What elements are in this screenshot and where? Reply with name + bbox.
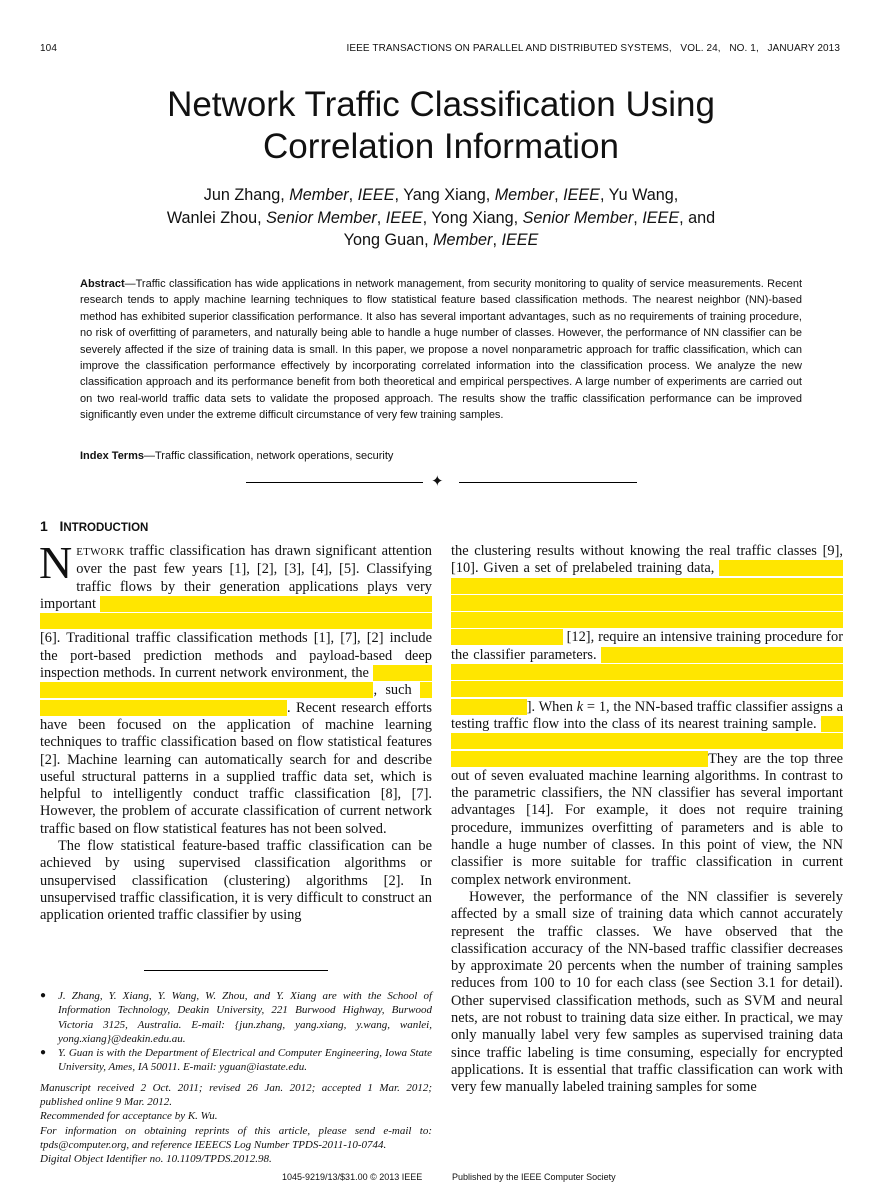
separator: , and bbox=[679, 208, 716, 227]
left-column bbox=[39, 537, 432, 925]
section-number: 1 bbox=[40, 518, 48, 534]
section-title-rest: NTRODUCTION bbox=[63, 522, 149, 534]
highlighted-text: The experimental study in [12] shows that NN-based classifier can achieve high traffic classification accuracy. bbox=[451, 715, 843, 767]
abstract bbox=[80, 276, 802, 424]
highlighted-text: as dynamic ports and encrypted applications bbox=[40, 682, 432, 716]
highlighted-text: the supervised traffic classification can be divided into two categories: parametric classifiers and nonparametric classifiers. Parametric classifiers, such as C4.5 decision tree [11], Bayesian network [11], SVM [12] and neural network bbox=[451, 560, 843, 646]
author-society: IEEE bbox=[357, 186, 395, 204]
author-role: Member bbox=[433, 231, 493, 249]
section-heading bbox=[40, 518, 148, 534]
diamond-star-icon: ✦ bbox=[431, 474, 444, 490]
body-text: . Recent research efforts have been focused on the application of machine learning techniques to traffic classification based on flow statistical features [2]. Machine learning can automatically search for and describe useful structural patterns in a supplied traffic data set, which is helpful to intelligently conduct traffic classification [8], [7]. However, the problem of accurate classification of current network traffic based on flow statistical features has not been solved. bbox=[40, 699, 432, 837]
footnote-rule bbox=[144, 970, 328, 971]
author-name: Yong Xiang, bbox=[431, 208, 523, 227]
journal-running-header: IEEE TRANSACTIONS ON PARALLEL AND DISTRIBUTED SYSTEMS, VOL. 24, NO. 1, JANUARY 2013 bbox=[346, 43, 840, 54]
paragraph: The flow statistical feature-based traffic classification can be achieved by using supervised classification algorithms or unsupervised classification (clustering) algorithms [2]. In unsupervised traffic classification, it is very difficult to construct an application oriented traffic classifier by using bbox=[40, 838, 432, 924]
index-terms-text: —Traffic classification, network operations, security bbox=[144, 450, 394, 462]
paragraph: However, the performance of the NN classifier is severely affected by a small size of training data which cannot accurately represent the traffic classes. We have observed that the classification accuracy of the NN-based traffic classifier decreases by approximate 20 percents when the number of training samples reduces from 100 to 10 for each class (see Section 3.1 for detail). Other supervised classification methods, such as SVM and neural nets, are not robust to training data size either. In practical, we may only manually label very few samples as supervised training data since traffic labeling is time consuming, especially for encrypted applications. It is essential that traffic classification can work with very few manually labeled training samples for some bbox=[451, 888, 843, 1096]
body-text: traffic classification has drawn significant attention over the past few years [1], [2], [3], [4], [5]. Classifying traffic flows by their generation applications plays very important bbox=[40, 543, 432, 612]
body-text: the clustering results without knowing the real traffic classes [9], [10]. Given a set of prelabeled training data, bbox=[451, 543, 843, 577]
separator-rule-left bbox=[246, 482, 423, 483]
author-society: IEEE bbox=[385, 208, 423, 227]
footnote-affiliation bbox=[40, 989, 432, 1046]
body-text: ]. When bbox=[526, 698, 577, 715]
publisher-footer: Published by the IEEE Computer Society bbox=[452, 1172, 616, 1182]
abstract-text: —Traffic classification has wide applications in network management, from security monitoring to quality of service measurements. Recent research tends to apply machine learning techniques to flow statistical feature based classification methods. The nearest neighbor (NN)-based method has exhibited superior classification performance. It also has several important advantages, such as no requirements of training procedure, no risk of overfitting of parameters, and naturally being able to handle a huge number of classes. However, the performance of NN classifier can be severely affected if the size of training data is small. In this paper, we propose a novel nonparametric approach for traffic classification, which can improve the classification performance effectively by incorporating correlated information into the classification process. We analyze the new classification approach and its performance benefit from both theoretical and empirical perspectives. A large number of experiments are carried out on two real-world traffic data sets to validate the proposed approach. The results show the traffic classification performance can be improved significantly even under the extreme difficult circumstance of very few training samples. bbox=[80, 278, 802, 422]
math-k: k bbox=[576, 698, 584, 715]
doi: Digital Object Identifier no. 10.1109/TPDS.2012.98. bbox=[40, 1153, 272, 1166]
bullet-icon: ● bbox=[40, 1047, 47, 1059]
small-caps-text: ETWORK bbox=[76, 546, 125, 558]
index-terms bbox=[80, 449, 802, 464]
body-text: = 1, the NN-based traffic classifier assigns a testing traffic flow into the class of its nearest training sample. bbox=[451, 698, 844, 732]
footnote-text: Y. Guan is with the Department of Electrical and Computer Engineering, Iowa State University, Ames, IA 50011. E-mail: yguan@iastate.edu. bbox=[58, 1047, 432, 1074]
author-name: Wanlei Zhou, bbox=[166, 208, 267, 227]
manuscript-dates: Manuscript received 2 Oct. 2011; revised 26 Jan. 2012; accepted 1 Mar. 2012; published online 9 Mar. 2012. bbox=[40, 1081, 432, 1109]
author-list bbox=[40, 184, 842, 252]
title-line-1: Network Traffic Classification Using bbox=[167, 85, 715, 124]
separator: , bbox=[348, 186, 358, 204]
author-role: Senior Member bbox=[266, 208, 377, 227]
author-society: IEEE bbox=[642, 208, 680, 227]
separator: , bbox=[394, 186, 404, 204]
separator: , bbox=[422, 208, 432, 227]
page-number: 104 bbox=[40, 43, 57, 54]
author-society: IEEE bbox=[563, 186, 600, 204]
author-society: IEEE bbox=[501, 231, 539, 249]
separator: , bbox=[633, 208, 643, 227]
author-role: Member bbox=[289, 186, 349, 204]
bullet-icon: ● bbox=[40, 990, 47, 1001]
separator: , bbox=[376, 208, 386, 227]
footnotes bbox=[40, 989, 432, 1167]
body-text: They are the top three out of seven evaluated machine learning algorithms. In contrast to the parametric classifiers, the NN classifier has several important advantages [14]. For example, it does not require training procedure, immunizes overfitting of parameters and is able to handle a huge number of classes. In this point of view, the NN classifier is more suitable for traffic classification in current complex network environment. bbox=[451, 750, 843, 888]
footnote-text: J. Zhang, Y. Xiang, Y. Wang, W. Zhou, and Y. Xiang are with the School of Information Technology, Deakin University, 221 Burwood Highway, Burwood Victoria 3125, Australia. E-mail: {jun.zhang, yang.xiang, y.wang, wanlei, yong.xiang}@deakin.edu.au. bbox=[58, 990, 432, 1045]
separator: , bbox=[492, 231, 502, 249]
highlighted-text: traditional methods suffer from a number of practical problems bbox=[40, 665, 432, 699]
highlighted-text: Nonparametric classifiers, e.g., k-Nearest Neighbor (k-NN) [13], usually require no training phase and make classification decision based on closest training samples in the feature space bbox=[451, 646, 843, 715]
author-role: Member bbox=[494, 186, 555, 204]
recommended-by: Recommended for acceptance by K. Wu. bbox=[40, 1110, 218, 1123]
separator-rule-right bbox=[459, 482, 637, 483]
author-role: Senior Member bbox=[522, 208, 634, 227]
abstract-label: Abstract bbox=[80, 278, 125, 290]
author-name: Yang Xiang, bbox=[403, 186, 495, 204]
separator: , bbox=[554, 186, 564, 204]
paper-title bbox=[40, 84, 842, 168]
title-line-2: Correlation Information bbox=[263, 127, 619, 166]
body-text: , such bbox=[373, 682, 420, 699]
author-name: Yu Wang, bbox=[608, 186, 679, 204]
body-text: [6]. Traditional traffic classification methods [1], [7], [2] include the port-based prediction methods and payload-based deep inspection methods. In current network environment, the bbox=[40, 630, 432, 682]
footnote-affiliation bbox=[40, 1046, 432, 1075]
highlighted-text: role in network security and management, such as quality of service (QoS) control, lawful interception and intrusion detection bbox=[40, 595, 432, 630]
index-terms-label: Index Terms bbox=[80, 450, 144, 462]
copyright-footer: 1045-9219/13/$31.00 © 2013 IEEE bbox=[282, 1172, 423, 1182]
section-title-initial: I bbox=[59, 518, 64, 534]
right-column bbox=[451, 543, 843, 1097]
body-text: [12], require an intensive training procedure for the classifier parameters. bbox=[451, 629, 844, 663]
separator: , bbox=[599, 186, 609, 204]
drop-cap: N bbox=[39, 537, 73, 588]
paragraph bbox=[451, 543, 843, 889]
paragraph bbox=[39, 537, 432, 838]
author-name: Yong Guan, bbox=[343, 231, 434, 249]
author-name: Jun Zhang, bbox=[203, 186, 290, 204]
reprint-info: For information on obtaining reprints of this article, please send e-mail to: tpds@computer.org, and reference IEEECS Log Number TPDS-2011-10-0744. bbox=[40, 1124, 432, 1151]
